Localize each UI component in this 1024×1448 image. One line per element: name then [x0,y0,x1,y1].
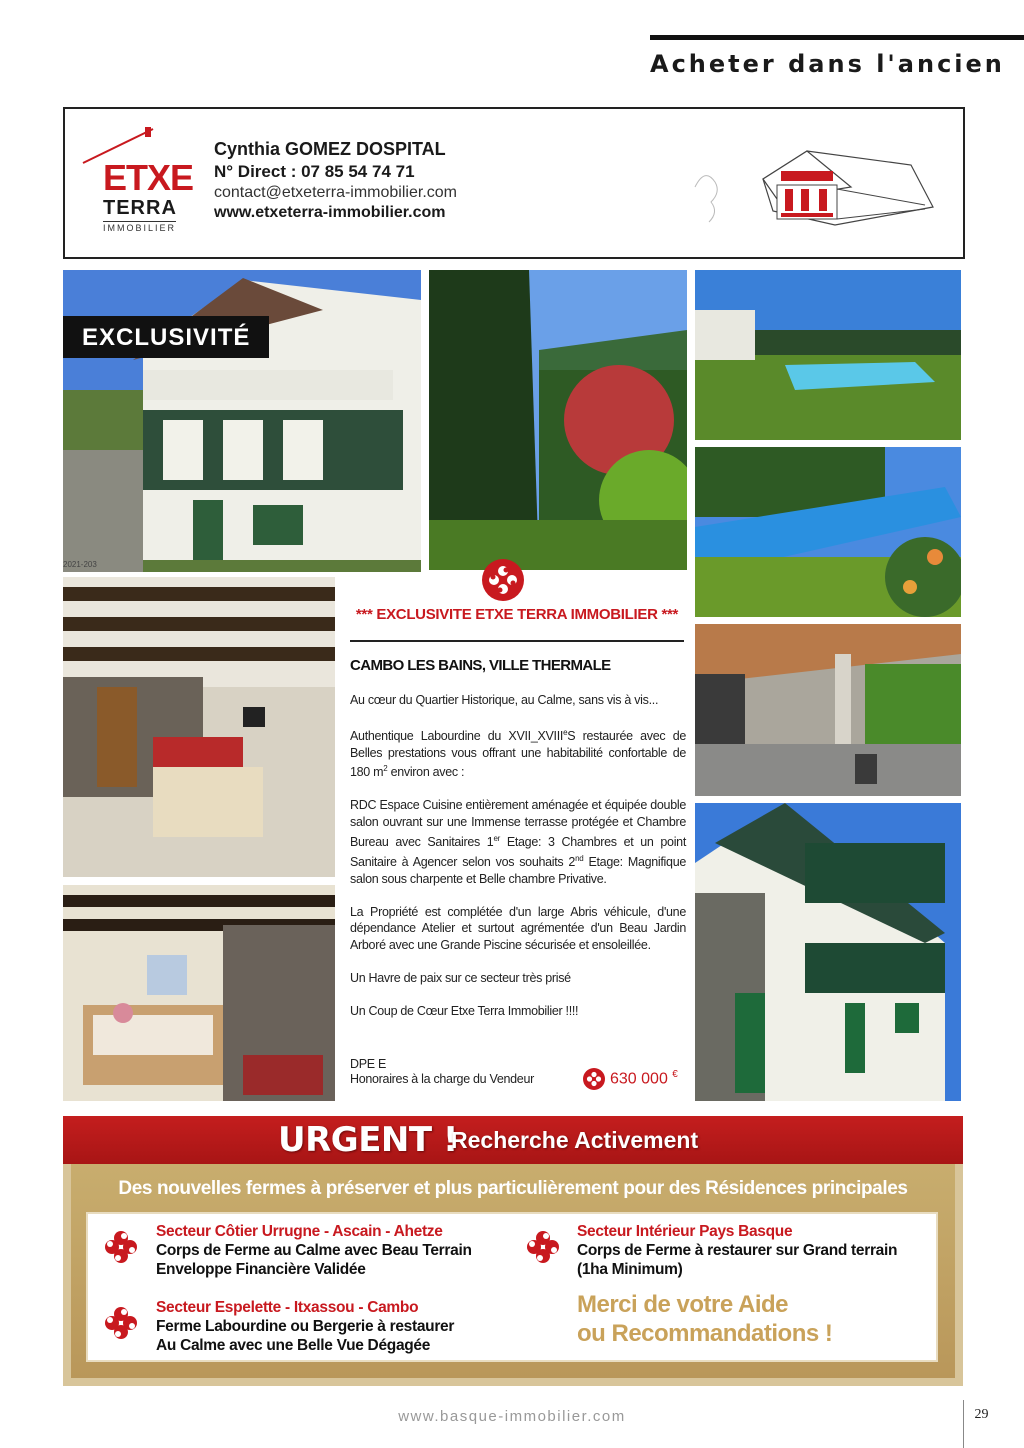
urgent-search-block [63,1116,963,1386]
urgent-subtitle: Recherche Activement [451,1127,699,1153]
agent-email[interactable]: contact@etxeterra-immobilier.com [214,184,457,201]
photo-pool-1 [695,270,961,440]
photo-house-side [695,803,961,1101]
urgent-banner [63,1116,963,1164]
fees-note: Honoraires à la charge du Vendeur [350,1072,534,1086]
agent-info [214,139,457,222]
header-rule [650,35,1024,40]
lauburu-icon [102,1304,140,1342]
page-number: 29 [963,1400,999,1448]
agent-name: Cynthia GOMEZ DOSPITAL [214,139,446,159]
exclusive-headline: *** EXCLUSIVITE ETXE TERRA IMMOBILIER *** [355,606,679,623]
footer-website[interactable]: www.basque-immobilier.com [398,1408,626,1425]
lauburu-icon [524,1228,562,1266]
basque-house-sketch-icon [685,127,945,242]
lauburu-icon [481,558,525,602]
headline-rule [350,640,684,642]
thanks-message: Merci de votre Aide ou Recommandations ! [577,1291,833,1347]
listing-footer [350,1057,534,1087]
listing-paragraph: Authentique Labourdine du XVII_XVIIIeS restaurée avec de Belles prestations vous offrant une habitabilité confortable de 180 $m^2$ environ avec : [350,727,687,780]
lauburu-icon [102,1228,140,1266]
listing-title: CAMBO LES BAINS, VILLE THERMALE [350,657,611,674]
section-title: Acheter dans l'ancien [650,50,1005,78]
listing-paragraph: La Propriété est complétée d'un large Abris véhicule, d'une dépendance Atelier et surtout agrémentée d'un Beau Jardin Arboré avec une Grande Piscine sécurisée et ensoleillée. [350,904,686,953]
dpe-rating: DPE E [350,1057,387,1071]
photo-bedroom [63,885,335,1101]
urgent-tagline: Des nouvelles fermes à préserver et plus particulièrement pour des Résidences principales [118,1178,908,1199]
photo-garden [429,270,687,570]
agent-contact-box [63,107,965,259]
listing-price: 630 000 € [610,1069,678,1088]
photo-pool-2 [695,447,961,617]
photo-living-room [63,577,335,877]
lauburu-price-icon [583,1068,605,1090]
listing-paragraph: Au cœur du Quartier Historique, au Calme, sans vis à vis... [350,692,659,707]
exclusive-badge: EXCLUSIVITÉ [63,316,269,358]
agency-logo [81,127,194,233]
photo-covered-terrace [695,624,961,796]
listing-paragraph: Un Havre de paix sur ce secteur très prisé [350,970,571,985]
logo-terra: TERRA [103,197,177,219]
sector-item: Secteur Espelette - Itxassou - Cambo Ferme Labourdine ou Bergerie à restaurer Au Calme avec une Belle Vue Dégagée [156,1299,455,1354]
agent-website[interactable]: www.etxeterra-immobilier.com [214,204,446,221]
reference-code: 2021-203 [63,560,97,569]
listing-paragraph: Un Coup de Cœur Etxe Terra Immobilier !!!! [350,1003,579,1018]
listing-paragraph: RDC Espace Cuisine entièrement aménagée et équipée double salon ouvrant sur une Immense terrasse protégée et Chambre Bureau avec Sanitaires 1er Etage: 3 Chambres et un point Sanitaire à Agencer selon vos souhaits 2nd Etage: Magnifique salon sous charpente et Belle chambre Privative. [350,798,686,886]
logo-etxe: ETXE [103,157,194,198]
agent-phone[interactable]: N° Direct : 07 85 54 74 71 [214,162,415,181]
logo-immobilier: IMMOBILIER [103,223,177,233]
sector-item: Secteur Côtier Urrugne - Ascain - Ahetze Corps de Ferme au Calme avec Beau Terrain Enveloppe Financière Validée [156,1223,472,1278]
sector-item: Secteur Intérieur Pays Basque Corps de Ferme à restaurer sur Grand terrain (1ha Minimum) [577,1223,898,1278]
urgent-title: URGENT ! [278,1120,458,1160]
listing-description [350,658,686,1036]
